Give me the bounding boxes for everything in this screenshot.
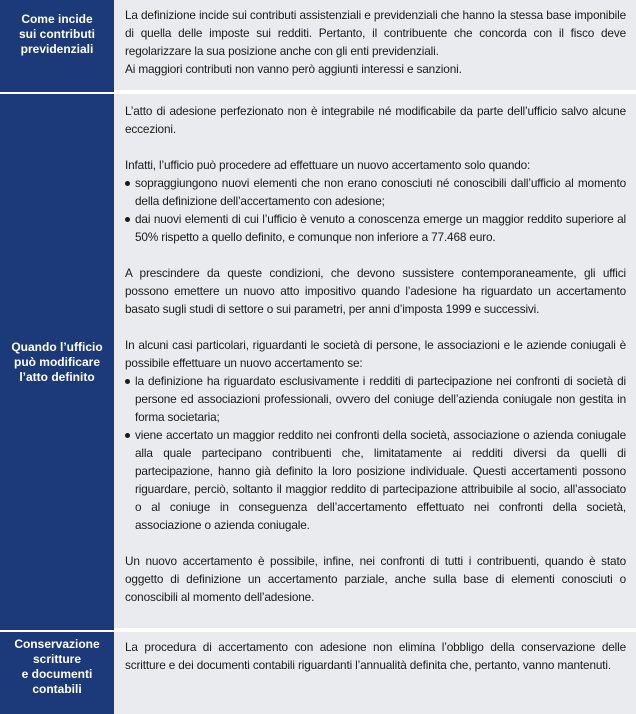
list-item: la definizione ha riguardato esclusivamente i redditi di partecipazione nei confronti di società di persone ed associazioni professionali, ovvero del coniuge dell’azienda coniugale non gestita in forma societaria;	[125, 372, 626, 426]
bullet-list	[125, 372, 626, 534]
section-label-text: Come incide sui contributi previdenziali	[19, 12, 95, 56]
bullet-list	[125, 174, 626, 246]
section-label	[0, 94, 114, 630]
section-conservazione	[0, 632, 636, 714]
list-item: dai nuovi elementi di cui l’ufficio è venuto a conoscenza emerge un maggior reddito superiore al 50% rispetto a quello definito, e comunque non inferiore a 77.468 euro.	[125, 210, 626, 246]
paragraph: La definizione incide sui contributi assistenziali e previdenziali che hanno la stessa base imponibile di quella delle imposte sui redditi. Pertanto, il contribuente che concorda con il fisco deve regolarizzare la sua posizione anche con gli enti previdenziali.	[125, 8, 626, 58]
paragraph: Infatti, l’ufficio può procedere ad effettuare un nuovo accertamento solo quando:	[125, 158, 531, 172]
section-content	[114, 94, 636, 630]
section-label-text: Conservazione scritture e documenti contabili	[14, 637, 100, 696]
section-contributi	[0, 0, 636, 92]
section-content	[114, 632, 636, 714]
section-modifica-atto	[0, 94, 636, 630]
section-label-text: Quando l’ufficio può modificare l’atto definito	[11, 339, 103, 384]
paragraph: L’atto di adesione perfezionato non è integrabile né modificabile da parte dell’ufficio salvo alcune eccezioni.	[125, 104, 626, 136]
paragraph: Ai maggiori contributi non vanno però aggiunti interessi e sanzioni.	[125, 62, 462, 76]
section-content	[114, 0, 636, 92]
paragraph: Un nuovo accertamento è possibile, infine, nei confronti di tutti i contribuenti, quando è stato oggetto di definizione un accertamento parziale, anche sulla base di elementi conosciuti o conoscibili al momento dell’adesione.	[125, 554, 626, 604]
paragraph: In alcuni casi particolari, riguardanti le società di persone, le associazioni e le aziende coniugali è possibile effettuare un nuovo accertamento se:	[125, 338, 626, 370]
paragraph: La procedura di accertamento con adesione non elimina l’obbligo della conservazione delle scritture e dei documenti contabili riguardanti l’annualità definita che, pertanto, vanno mantenuti.	[125, 640, 626, 672]
section-label	[0, 0, 114, 92]
list-item: sopraggiungono nuovi elementi che non erano conosciuti né conoscibili dall’ufficio al momento della definizione dell’accertamento con adesione;	[125, 174, 626, 210]
paragraph: A prescindere da queste condizioni, che devono sussistere contemporaneamente, gli uffici possono emettere un nuovo atto impositivo quando l’adesione ha riguardato un accertamento basato sugli studi di settore o sui parametri, per anni d’imposta 1999 e successivi.	[125, 266, 626, 316]
section-label	[0, 632, 114, 714]
list-item: viene accertato un maggior reddito nei confronti della società, associazione o azienda coniugale alla quale partecipano contribuenti che, limitatamente ai redditi diversi da quelli di partecipazione, hanno già definito la loro posizione individuale. Questi accertamenti possono riguardare, perciò, soltanto il maggior reddito di partecipazione attribuibile al socio, all’associato o al coniuge in conseguenza dell’accertamento effettuato nei confronti della società, associazione o azienda coniugale.	[125, 426, 626, 534]
